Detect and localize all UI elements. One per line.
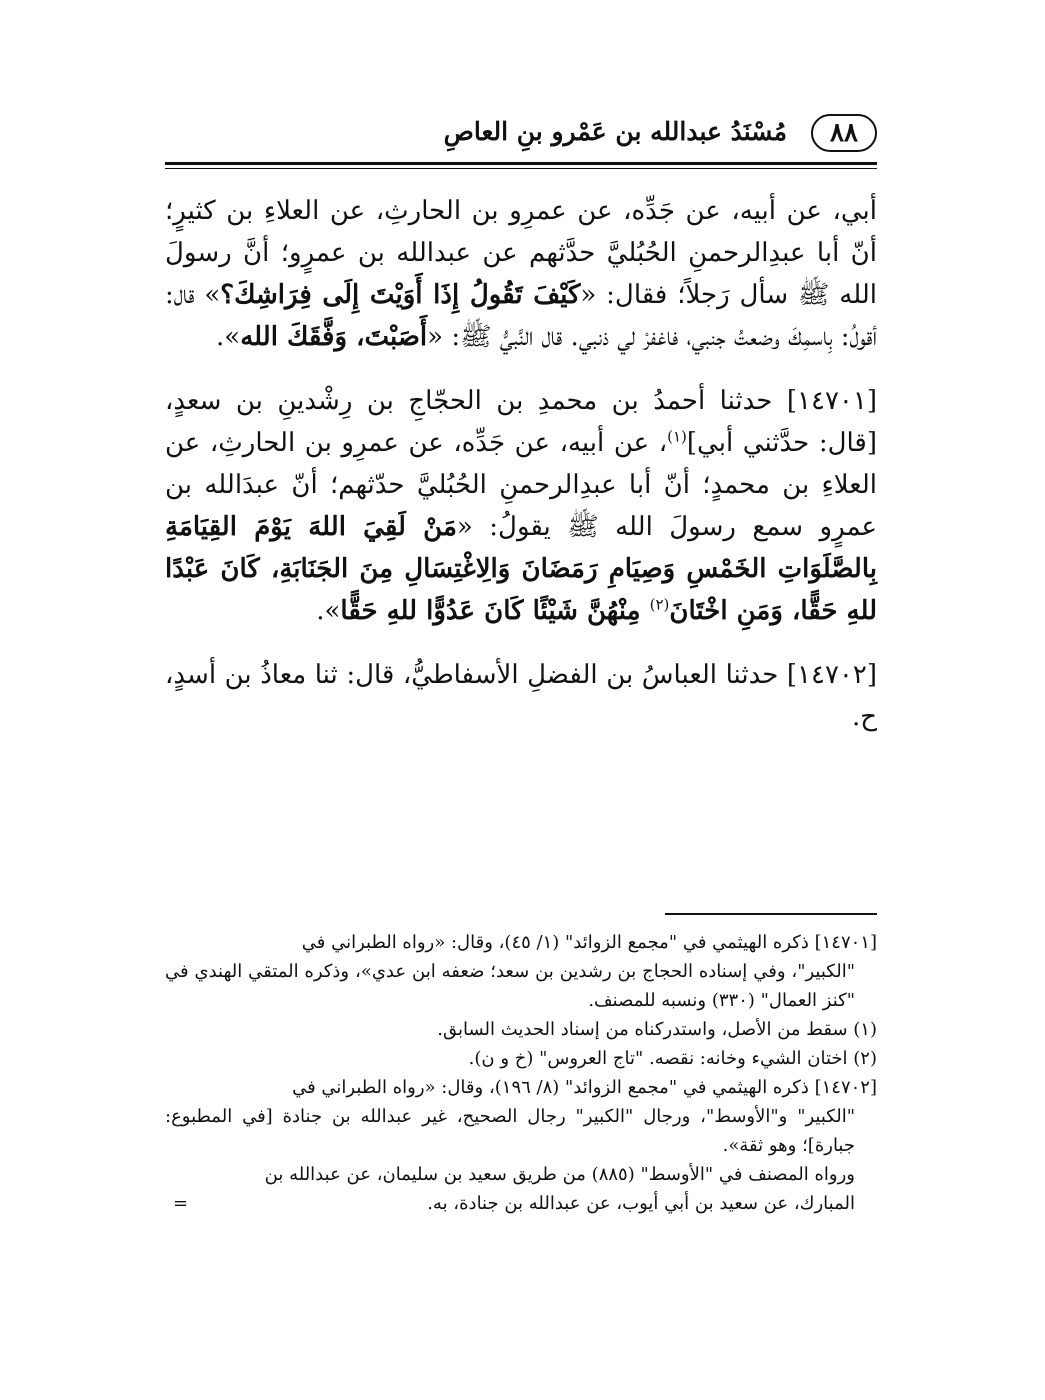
paragraph-hadith-14701: [١٤٧٠١] حدثنا أحمدُ بن محمدِ بن الحجّاجِ بن رِشْدينِ بن سعدٍ، [قال: حدَّثني أبي]$^{(١)}$، عن أبيه، عن جَدِّه، عن عمرِو بن الحارثِ، عن العلاءِ بن محمدٍ؛ أنّ أبا عبدِالرحمنِ الحُبُليَّ حدّثهم؛ أنّ عبدَالله بن عمرٍو سمع رسولَ الله ﷺ يقولُ: «مَنْ لَقِيَ اللهَ يَوْمَ القِيَامَةِ بِالصَّلَوَاتِ الخَمْسِ وَصِيَامِ رَمَضَانَ وَالِاغْتِسَالِ مِنَ الجَنَابَةِ، كَانَ عَبْدًا للهِ حَقًّا، وَمَنِ اخْتَانَ$^{(٢)}$ مِنْهُنَّ شَيْئًا كَانَ عَدُوًّا للهِ حَقًّا». <box>165 386 877 626</box>
main-text <box>165 190 877 738</box>
footnote-14701-line1: [١٤٧٠١] ذكره الهيثمي في "مجمع الزوائد" (١/ ٤٥)، وقال: «رواه الطبراني في <box>301 932 877 953</box>
hadith-text: مَنْ لَقِيَ اللهَ يَوْمَ القِيَامَةِ بِالصَّلَوَاتِ الخَمْسِ وَصِيَامِ رَمَضَانَ وَالِاغْتِسَالِ مِنَ الجَنَابَةِ، كَانَ عَبْدًا للهِ حَقًّا، وَمَنِ اخْتَانَ <box>165 512 877 626</box>
footnotes <box>165 928 877 1218</box>
footnote-2: (٢) اختان الشيء وخانه: نقصه. "تاج العروس" (خ و ن). <box>468 1048 877 1069</box>
paragraph-continuation: أبي، عن أبيه، عن جَدِّه، عن عمرِو بن الحارثِ، عن العلاءِ بن كثيرٍ؛ أنّ أبا عبدِالرحمنِ الحُبُليَّ حدَّثهم عن عبدالله بن عمرٍو؛ أنَّ رسولَ الله ﷺ سأل رَجلاً؛ فقال: «كَيْفَ تَقُولُ إِذَا أَوَيْتَ إِلَى فِرَاشِكَ؟» قال: أقولُ: بِاسمِكَ وضعتُ جنبي، فاغفرْ لي ذنبي. قال النَّبيُّ ﷺ: «أَصَبْتَ، وَفَّقَكَ الله». <box>165 196 877 352</box>
footnote-14702-extra-cont: المبارك، عن سعيد بن أبي أيوب، عن عبدالله بن جنادة، به. <box>427 1193 855 1214</box>
footnote-14702-cont: "الكبير" و"الأوسط"، ورجال "الكبير" رجال الصحيح، غير عبدالله بن جنادة [في المطبوع: جبارة]؛ وهو ثقة». <box>165 1106 855 1156</box>
continuation-mark: = <box>173 1193 189 1214</box>
footnote-separator <box>665 913 877 915</box>
running-title: مُسْنَدُ عبدالله بن عَمْرو بنِ العاصِ <box>443 117 787 146</box>
header-rule-thick <box>165 162 877 165</box>
hadith-text: أَصَبْتَ، وَفَّقَكَ الله <box>240 322 428 352</box>
hadith-text: كَيْفَ تَقُولُ إِذَا أَوَيْتَ إِلَى فِرَاشِكَ؟ <box>220 280 581 310</box>
page-header <box>165 112 877 162</box>
hadith-text: مِنْهُنَّ شَيْئًا كَانَ عَدُوًّا للهِ حَقًّا <box>340 596 650 626</box>
footnote-14702-line1: [١٤٧٠٢] ذكره الهيثمي في "مجمع الزوائد" (٨/ ١٩٦)، وقال: «رواه الطبراني في <box>292 1077 877 1098</box>
footnote-last-row <box>165 1189 877 1218</box>
header-rule-thin <box>165 168 877 169</box>
paragraph-hadith-14702: [١٤٧٠٢] حدثنا العباسُ بن الفضلِ الأسفاطيُّ، قال: ثنا معاذُ بن أسدٍ، ح. <box>165 660 877 732</box>
footnote-ref-2[interactable]: (٢) <box>649 595 670 614</box>
footnote-ref-1[interactable]: (١) <box>667 427 687 446</box>
footnote-14702-extra: ورواه المصنف في "الأوسط" (٨٨٥) من طريق سعيد بن سليمان، عن عبدالله بن <box>264 1164 855 1185</box>
page-number: ٨٨ <box>811 114 877 152</box>
footnote-1: (١) سقط من الأصل، واستدركناه من إسناد الحديث السابق. <box>437 1019 877 1040</box>
footnote-14701-cont: "الكبير"، وفي إسناده الحجاج بن رشدين بن سعد؛ ضعفه ابن عدي»، وذكره المتقي الهندي في "كنز العمال" (٣٣٠) ونسبه للمصنف. <box>165 961 855 1011</box>
